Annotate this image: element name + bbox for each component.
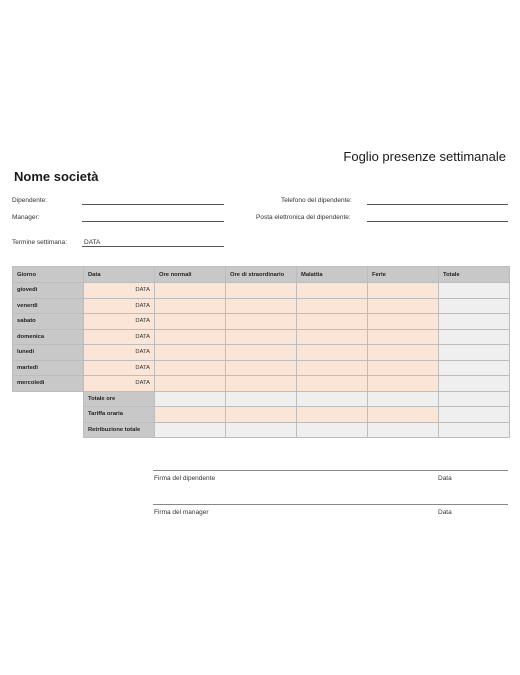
sick-cell[interactable] (297, 360, 368, 376)
week-end-label: Termine settimana: (12, 239, 67, 246)
regular-hours-cell[interactable] (155, 283, 226, 299)
email-label: Posta elettronica del dipendente: (256, 214, 351, 221)
manager-signature-label: Firma del manager (154, 509, 209, 516)
total-hours-cell (297, 391, 368, 407)
table-row (13, 298, 510, 314)
vacation-cell[interactable] (368, 283, 439, 299)
hourly-rate-cell[interactable] (155, 407, 226, 423)
day-cell: giovedì (13, 283, 84, 299)
total-hours-cell (226, 391, 297, 407)
day-cell: martedì (13, 360, 84, 376)
employee-label: Dipendente: (12, 197, 48, 204)
total-pay-cell (155, 422, 226, 438)
overtime-cell[interactable] (226, 376, 297, 392)
date-cell[interactable]: DATA (84, 298, 155, 314)
col-header-date: Data (84, 267, 155, 283)
col-header-total: Totale (439, 267, 510, 283)
hourly-rate-label: Tariffa oraria (84, 407, 155, 423)
col-header-overtime: Ore di straordinario (226, 267, 297, 283)
date-cell[interactable]: DATA (84, 283, 155, 299)
totals-row-hours (13, 391, 510, 407)
date-cell[interactable]: DATA (84, 345, 155, 361)
total-pay-cell (439, 422, 510, 438)
hourly-rate-cell[interactable] (297, 407, 368, 423)
total-cell (439, 314, 510, 330)
week-end-field[interactable] (82, 246, 224, 247)
table-header-row (13, 267, 510, 283)
manager-label: Manager: (12, 214, 40, 221)
manager-signature-date-label: Data (438, 509, 452, 516)
vacation-cell[interactable] (368, 314, 439, 330)
totals-row-pay (13, 422, 510, 438)
total-hours-cell (368, 391, 439, 407)
regular-hours-cell[interactable] (155, 329, 226, 345)
vacation-cell[interactable] (368, 298, 439, 314)
total-cell (439, 298, 510, 314)
phone-field[interactable] (367, 204, 508, 205)
total-cell (439, 360, 510, 376)
regular-hours-cell[interactable] (155, 298, 226, 314)
total-pay-cell (368, 422, 439, 438)
table-row (13, 376, 510, 392)
overtime-cell[interactable] (226, 329, 297, 345)
employee-signature-line[interactable] (153, 470, 508, 471)
col-header-sick: Malattia (297, 267, 368, 283)
total-pay-cell (297, 422, 368, 438)
vacation-cell[interactable] (368, 376, 439, 392)
hourly-rate-total-cell (439, 407, 510, 423)
col-header-vacation: Ferie (368, 267, 439, 283)
regular-hours-cell[interactable] (155, 360, 226, 376)
total-pay-cell (226, 422, 297, 438)
sick-cell[interactable] (297, 314, 368, 330)
day-cell: domenica (13, 329, 84, 345)
sick-cell[interactable] (297, 298, 368, 314)
day-cell: venerdì (13, 298, 84, 314)
table-row (13, 360, 510, 376)
overtime-cell[interactable] (226, 345, 297, 361)
total-hours-cell (439, 391, 510, 407)
date-cell[interactable]: DATA (84, 360, 155, 376)
table-row (13, 329, 510, 345)
day-cell: lunedì (13, 345, 84, 361)
regular-hours-cell[interactable] (155, 314, 226, 330)
table-row (13, 314, 510, 330)
table-row (13, 283, 510, 299)
col-header-regular-hours: Ore normali (155, 267, 226, 283)
date-cell[interactable]: DATA (84, 329, 155, 345)
vacation-cell[interactable] (368, 345, 439, 361)
overtime-cell[interactable] (226, 314, 297, 330)
table-row (13, 345, 510, 361)
timesheet-table (12, 266, 510, 438)
overtime-cell[interactable] (226, 360, 297, 376)
total-cell (439, 345, 510, 361)
vacation-cell[interactable] (368, 360, 439, 376)
overtime-cell[interactable] (226, 283, 297, 299)
page-title: Foglio presenze settimanale (343, 149, 506, 164)
total-hours-cell (155, 391, 226, 407)
sick-cell[interactable] (297, 329, 368, 345)
total-pay-label: Retribuzione totale (84, 422, 155, 438)
sick-cell[interactable] (297, 283, 368, 299)
totals-row-rate (13, 407, 510, 423)
date-cell[interactable]: DATA (84, 314, 155, 330)
total-cell (439, 376, 510, 392)
sick-cell[interactable] (297, 376, 368, 392)
regular-hours-cell[interactable] (155, 345, 226, 361)
total-cell (439, 283, 510, 299)
employee-signature-label: Firma del dipendente (154, 475, 216, 482)
manager-signature-line[interactable] (153, 504, 508, 505)
regular-hours-cell[interactable] (155, 376, 226, 392)
day-cell: sabato (13, 314, 84, 330)
manager-field[interactable] (82, 221, 224, 222)
hourly-rate-cell[interactable] (368, 407, 439, 423)
overtime-cell[interactable] (226, 298, 297, 314)
phone-label: Telefono del dipendente: (281, 197, 352, 204)
total-hours-label: Totale ore (84, 391, 155, 407)
week-end-value: DATA (84, 239, 101, 246)
employee-signature-date-label: Data (438, 475, 452, 482)
email-field[interactable] (367, 221, 508, 222)
sick-cell[interactable] (297, 345, 368, 361)
total-cell (439, 329, 510, 345)
col-header-day: Giorno (13, 267, 84, 283)
vacation-cell[interactable] (368, 329, 439, 345)
day-cell: mercoledì (13, 376, 84, 392)
date-cell[interactable]: DATA (84, 376, 155, 392)
employee-field[interactable] (82, 204, 224, 205)
hourly-rate-cell[interactable] (226, 407, 297, 423)
company-name: Nome società (14, 169, 99, 184)
